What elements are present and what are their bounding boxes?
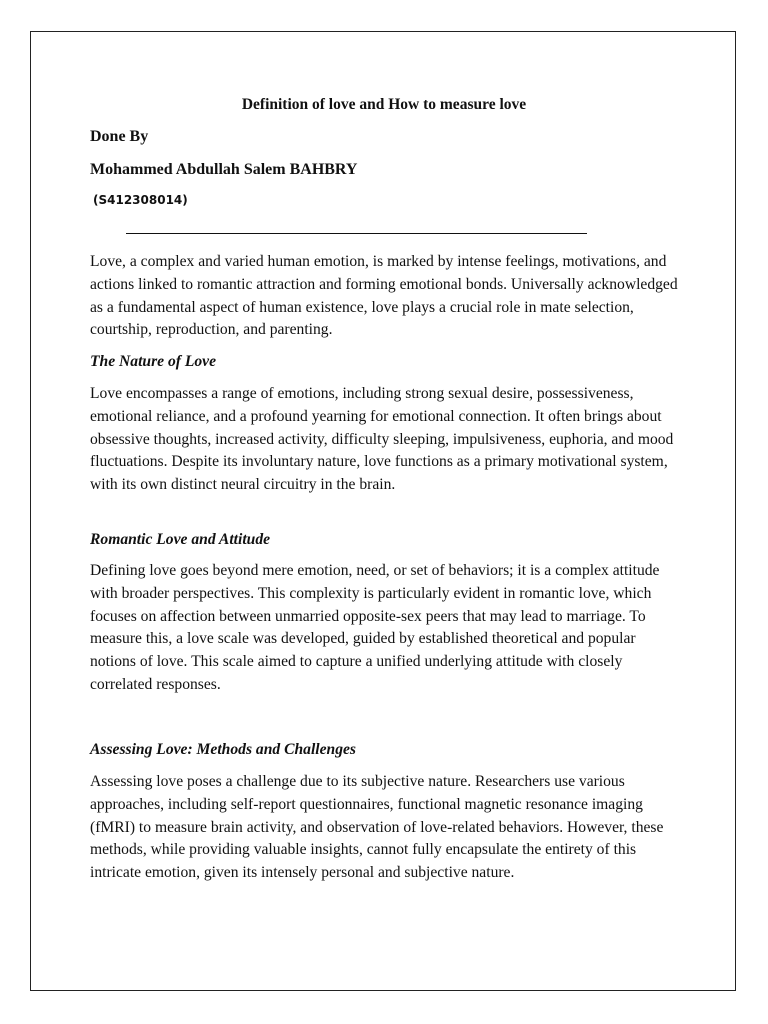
assessing-paragraph: Assessing love poses a challenge due to its subjective nature. Researchers use various approaches, including self-report questionnaires, functional magnetic resonance imaging (fMRI) to measure brain activity, and observation of love-related behaviors. However, these methods, while providing valuable insights, cannot fully encapsulate the entirety of this intricate emotion, given its intensely personal and subjective nature.: [90, 773, 664, 882]
nature-paragraph: Love encompasses a range of emotions, including strong sexual desire, possessiveness, emotional reliance, and a profound yearning for emotional connection. It often brings about obsessive thoughts, increased activity, difficulty sleeping, impulsiveness, euphoria, and mood fluctuations. Despite its involuntary nature, love functions as a primary motivational system, with its own distinct neural circuitry in the brain.: [90, 385, 674, 494]
intro-paragraph: Love, a complex and varied human emotion, is marked by intense feelings, motivations, and actions linked to romantic attraction and forming emotional bonds. Universally acknowledged as a fundamental aspect of human existence, love plays a crucial role in mate selection, courtship, reproduction, and parenting.: [90, 253, 678, 339]
done-by-label: Done By: [90, 128, 149, 145]
romantic-paragraph: Defining love goes beyond mere emotion, need, or set of behaviors; it is a complex attitude with broader perspectives. This complexity is particularly evident in romantic love, which focuses on affection between unmarried opposite-sex peers that may lead to marriage. To measure this, a love scale was developed, guided by established theoretical and popular notions of love. This scale aimed to capture a unified underlying attitude with closely correlated responses.: [90, 562, 660, 693]
title-divider: [126, 233, 587, 234]
nature-heading: The Nature of Love: [90, 353, 217, 370]
author-name: Mohammed Abdullah Salem BAHBRY: [90, 161, 358, 178]
document-title: Definition of love and How to measure love: [241, 96, 527, 113]
student-id: (S412308014): [93, 193, 188, 207]
romantic-heading: Romantic Love and Attitude: [90, 531, 271, 548]
assessing-heading: Assessing Love: Methods and Challenges: [90, 741, 356, 758]
